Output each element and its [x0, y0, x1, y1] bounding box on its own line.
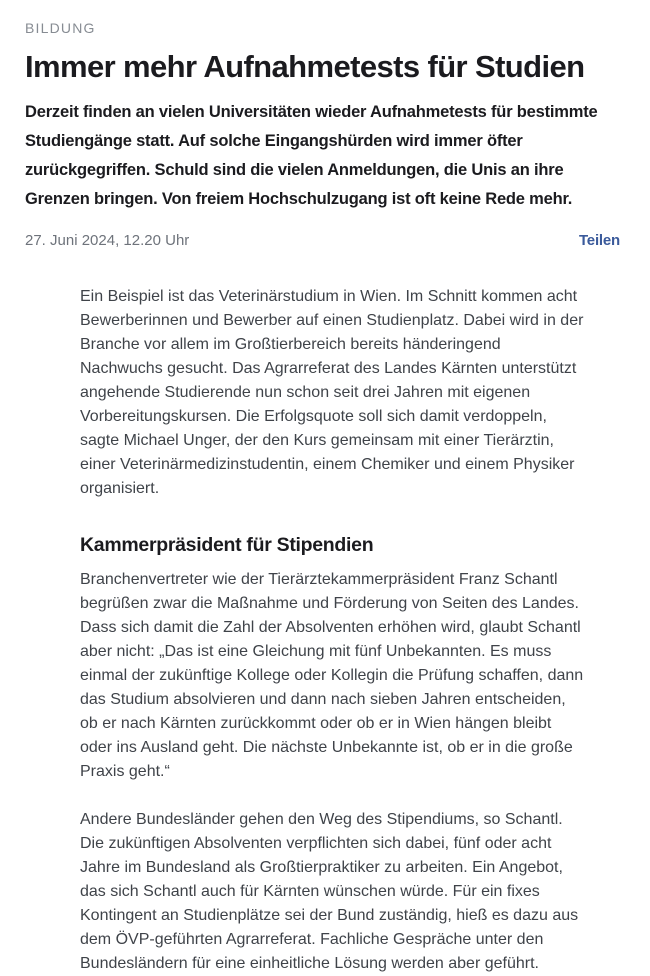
body-paragraph-1: Ein Beispiel ist das Veterinärstudium in Wien. Im Schnitt kommen acht Bewerberinnen und Bewerber auf einen Studienplatz. Dabei wird in der Branche vor allem im Großtierbereich bereits händeringend Nachwuchs gesucht. Das Agrarreferat des Landes Kärnten unterstützt angehende Studierende nun schon seit drei Jahren mit eigenen Vorbereitungskursen. Die Erfolgsquote soll sich damit verdoppeln, sagte Michael Unger, der den Kurs gemeinsam mit einer Tierärztin, einer Veterinärmedizinstudentin, einem Chemiker und einem Physiker organisiert.: [80, 287, 584, 497]
article-lede: Derzeit finden an vielen Universitäten wieder Aufnahmetests für bestimmte Studiengänge statt. Auf solche Eingangshürden wird immer öfter zurückgegriffen. Schuld sind die vielen Anmeldungen, die Unis an ihre Grenzen bringen. Von freiem Hochschulzugang ist oft keine Rede mehr.: [25, 103, 598, 208]
body-paragraph-3: Andere Bundesländer gehen den Weg des Stipendiums, so Schantl. Die zukünftigen Absolventen verpflichten sich dabei, fünf oder acht Jahre im Bundesland als Großtierpraktiker zu arbeiten. Ein Angebot, das sich Schantl auch für Kärnten wünschen würde. Für ein fixes Kontingent an Studienplätze sei der Bund zuständig, hieß es dazu aus dem ÖVP-geführten Agrarreferat. Fachliche Gespräche unter den Bundesländern für eine einheitliche Lösung werden aber geführt.: [80, 810, 579, 972]
meta-row: [25, 232, 622, 249]
article-header: [0, 0, 650, 249]
section-subheading: Kammerpräsident für Stipendien: [80, 533, 374, 556]
share-button[interactable]: Teilen: [578, 231, 620, 249]
article-body: [80, 285, 585, 976]
category-kicker: BILDUNG: [25, 20, 96, 36]
article-headline: Immer mehr Aufnahmetests für Studien: [25, 49, 585, 84]
publish-date: 27. Juni 2024, 12.20 Uhr: [25, 231, 190, 249]
body-paragraph-2: Branchenvertreter wie der Tierärztekammerpräsident Franz Schantl begrüßen zwar die Maßnahme und Förderung von Seiten des Landes. Dass sich damit die Zahl der Absolventen erhöhen wird, glaubt Schantl aber nicht: „Das ist eine Gleichung mit fünf Unbekannten. Es muss einmal der zukünftige Kollege oder Kollegin die Prüfung schaffen, dann das Studium absolvieren und dann nach sieben Jahren entscheiden, ob er nach Kärnten zurückkommt oder ob er in Wien hängen bleibt oder ins Ausland geht. Die nächste Unbekannte ist, ob er in die große Praxis geht.“: [80, 570, 584, 780]
